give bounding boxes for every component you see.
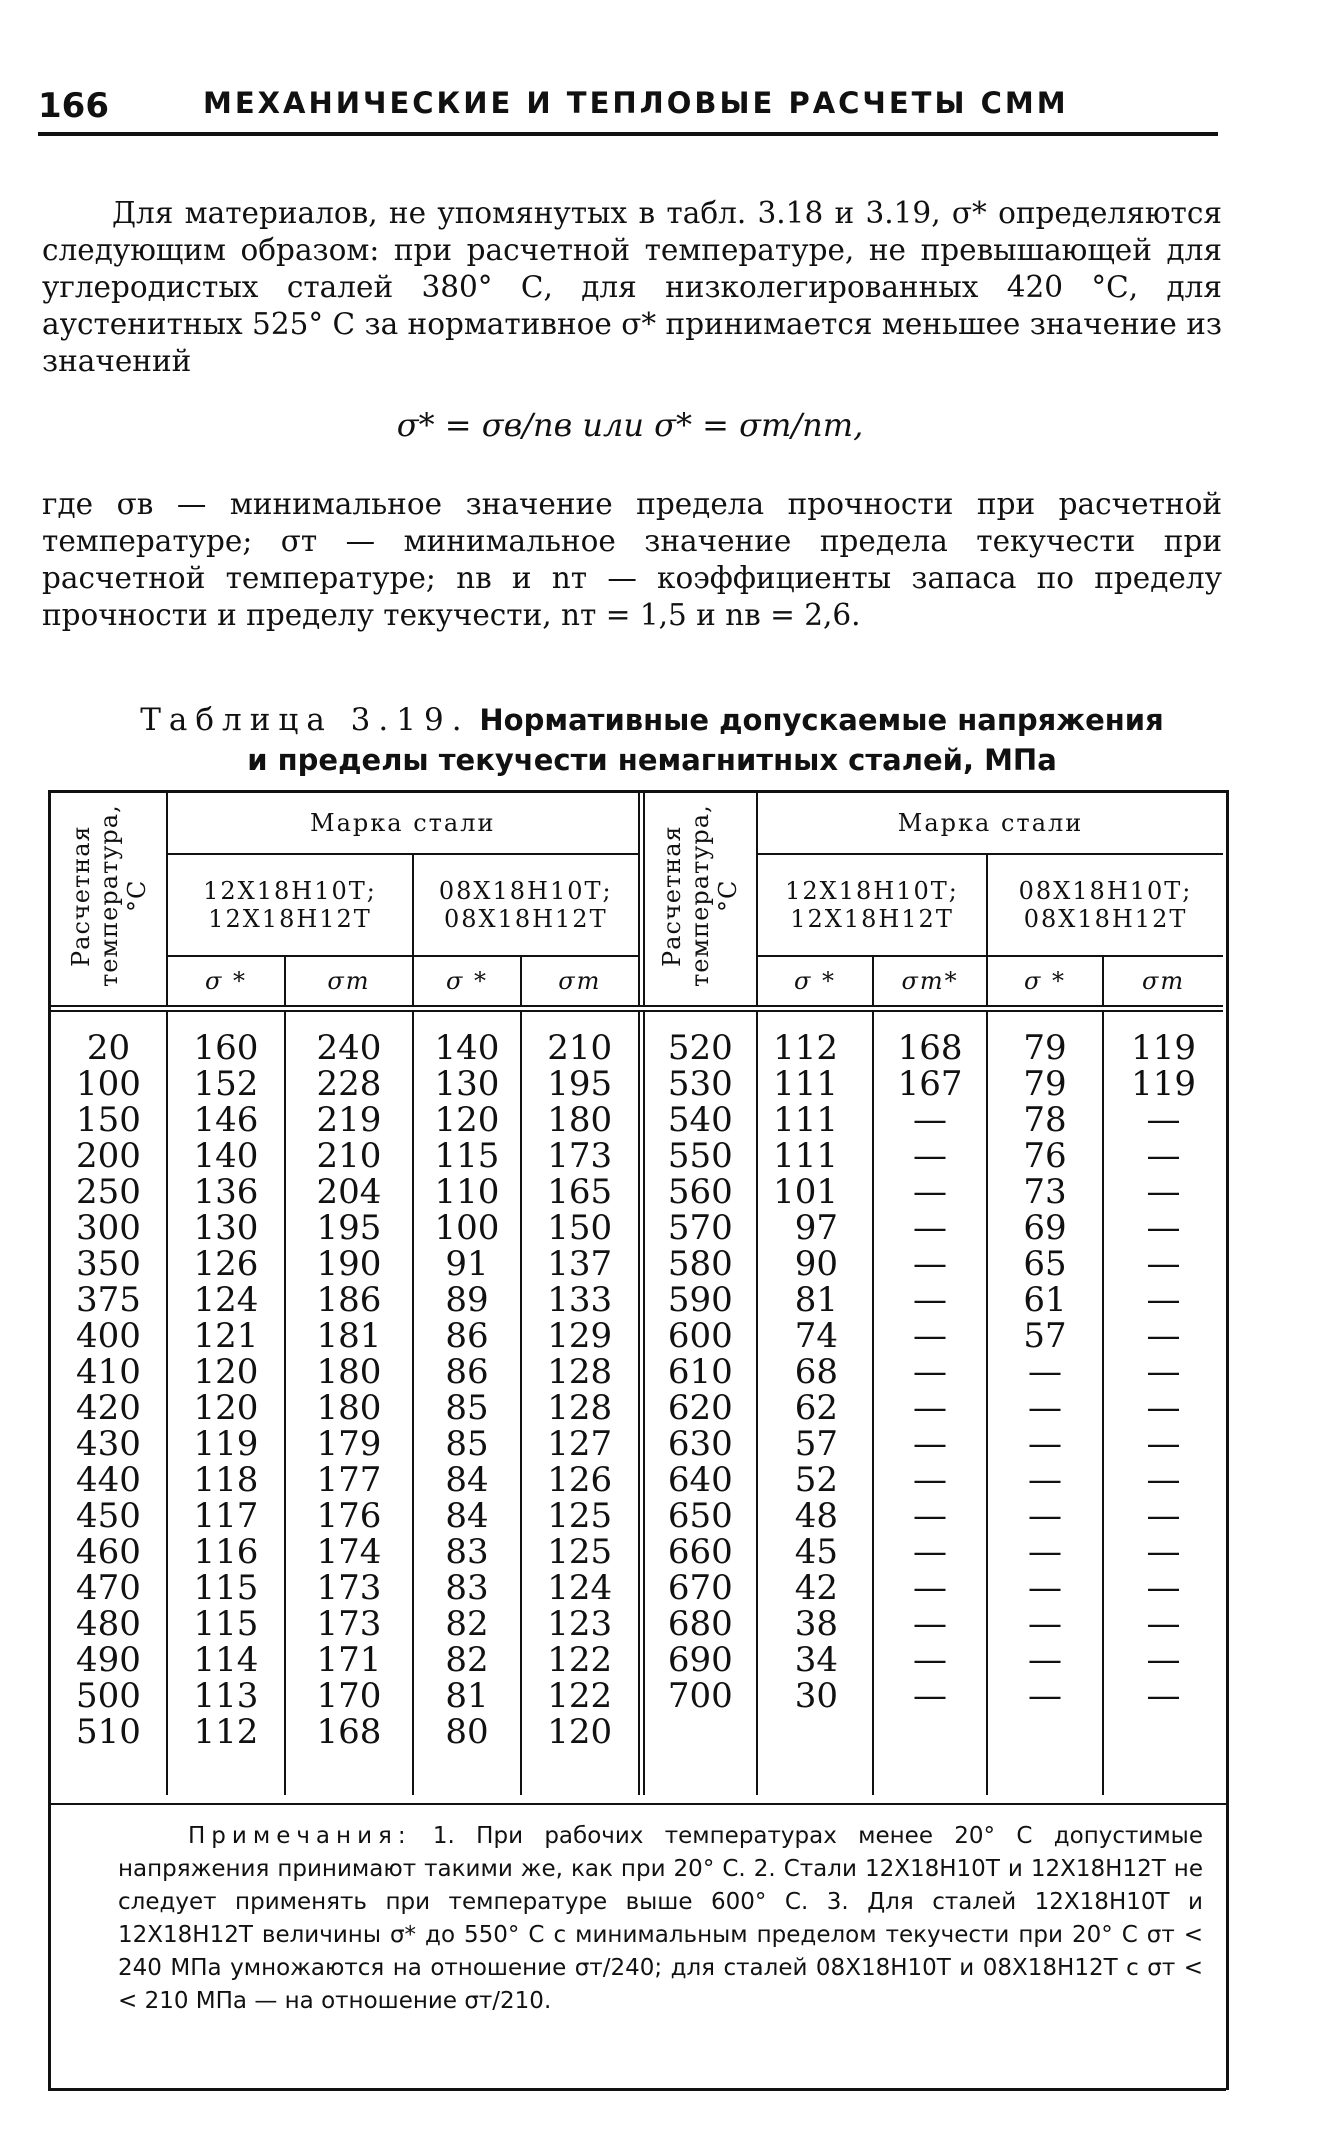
table-cell: 110 [434,1172,500,1212]
left-temperature-column [51,1009,167,1796]
running-title: МЕХАНИЧЕСКИЕ И ТЕПЛОВЫЕ РАСЧЕТЫ СММ [203,86,1069,120]
formula: σ* = σв/nв или σ* = σт/nт, [396,406,864,444]
table-cell: 570 [667,1208,733,1248]
table-cell: 170 [316,1676,382,1716]
table-cell: — [1028,1604,1063,1644]
grade-b-header-left: 08Х18Н10Т; 08Х18Н12Т [413,854,641,956]
table-cell: 530 [667,1064,733,1104]
table-cell: 690 [667,1640,733,1680]
table-cell: 670 [667,1568,733,1608]
table-cell: 57 [794,1424,839,1464]
table-cell: 89 [445,1280,489,1320]
table-cell: 400 [76,1316,141,1356]
table-cell: 640 [667,1460,733,1500]
table-cell: 48 [794,1496,839,1536]
table-cell: 127 [547,1424,613,1464]
table-cell: 590 [667,1280,733,1320]
table-cell: 117 [193,1496,259,1536]
table-cell: — [1028,1460,1063,1500]
table-cell: 74 [794,1316,839,1356]
grade-a-header-right: 12Х18Н10Т; 12Х18Н12Т [757,854,987,956]
table-cell: 76 [1023,1136,1067,1176]
table-cell: 20 [86,1028,131,1068]
table-cell: — [913,1208,948,1248]
table-cell: 69 [1023,1208,1067,1248]
table-cell: 630 [667,1424,733,1464]
table-cell: 116 [193,1532,259,1572]
definitions-paragraph: где σв — минимальное значение предела прочности при расчетной температуре; σт — минимальное значение предела текучести при расчетной температуре; nв и nт — коэффициенты запаса по пределу прочности и пределу текучести, nт = 1,5 и nв = 2,6. [42,487,1222,632]
table-cell: 167 [897,1064,963,1104]
table-cell: 210 [316,1136,382,1176]
table-cell: — [1146,1388,1181,1428]
table-cell: — [1146,1352,1181,1392]
table-cell: 177 [316,1460,382,1500]
table-cell: 128 [547,1388,613,1428]
table-cell: 82 [445,1604,489,1644]
table-cell: 179 [316,1424,382,1464]
table-cell: 120 [434,1100,500,1140]
table-cell: 680 [667,1604,733,1644]
table-cell: 560 [667,1172,733,1212]
table-cell: 136 [193,1172,259,1212]
table-cell: 150 [76,1100,141,1140]
table-cell: 180 [316,1352,382,1392]
left-grade-b-sigma-t-column [521,1009,641,1796]
table-cell: 176 [316,1496,382,1536]
table-cell: 430 [76,1424,141,1464]
table-cell: 168 [897,1028,963,1068]
table-cell: 186 [316,1280,382,1320]
table-cell: 73 [1023,1172,1067,1212]
table-cell: 121 [193,1316,259,1356]
table-cell: — [1028,1424,1063,1464]
table-cell: 520 [667,1028,733,1068]
table-cell: 195 [547,1064,613,1104]
table-cell: — [1146,1604,1181,1644]
table-cell: 42 [794,1568,839,1608]
table-cell: 38 [794,1604,839,1644]
table-cell: 700 [667,1676,733,1716]
table-cell: 181 [316,1316,382,1356]
table-cell: — [913,1244,948,1284]
table-cell: 81 [445,1676,489,1716]
table-cell: 100 [434,1208,500,1248]
table-cell: 204 [316,1172,382,1212]
table-cell: 97 [794,1208,839,1248]
table-cell: 240 [316,1028,382,1068]
table-cell: 450 [76,1496,141,1536]
table-caption-label: Таблица 3.19. [140,702,470,738]
table-cell: 152 [193,1064,259,1104]
table-cell: 111 [773,1136,839,1176]
table-cell: — [913,1280,948,1320]
table-cell: — [913,1496,948,1536]
table-cell: 300 [76,1208,141,1248]
table-cell: 250 [76,1172,141,1212]
table-cell: — [1146,1136,1181,1176]
table-cell: — [913,1604,948,1644]
notes-label: Примечания: [188,1823,412,1849]
table-cell: — [1146,1568,1181,1608]
table-cell: — [913,1172,948,1212]
temp-header-right: Расчетная температура, °С [641,793,757,1009]
table-cell: 83 [445,1532,489,1572]
table-cell: 78 [1023,1100,1067,1140]
table-cell: 120 [547,1712,613,1752]
table-cell: 130 [193,1208,259,1248]
table-cell: 91 [445,1244,489,1284]
table-cell: 68 [794,1352,839,1392]
table-cell: 79 [1023,1028,1067,1068]
table-cell: — [913,1424,948,1464]
table-cell: — [913,1136,948,1176]
table-cell: 210 [547,1028,613,1068]
grade-b-header-right: 08Х18Н10Т; 08Х18Н12Т [987,854,1223,956]
table-cell: — [1028,1640,1063,1680]
table-cell: 150 [547,1208,613,1248]
table-cell: 79 [1023,1064,1067,1104]
right-grade-b-sigma-star-column [987,1009,1103,1796]
table-cell: 200 [76,1136,141,1176]
table-cell: 101 [773,1172,839,1212]
table-cell: 57 [1023,1316,1067,1356]
table-cell: 34 [794,1640,839,1680]
table-cell: 115 [193,1568,259,1608]
table-cell: 470 [76,1568,141,1608]
table-cell: 580 [667,1244,733,1284]
table-cell: 195 [316,1208,382,1248]
table-cell: 173 [547,1136,613,1176]
table-cell: 118 [193,1460,259,1500]
table-cell: 460 [76,1532,141,1572]
table-cell: 111 [773,1064,839,1104]
table-cell: — [913,1100,948,1140]
table-cell: — [913,1352,948,1392]
table-cell: 180 [547,1100,613,1140]
table-cell: 140 [434,1028,500,1068]
table-cell: 100 [76,1064,141,1104]
table-cell: — [1146,1460,1181,1500]
table-cell: — [1146,1424,1181,1464]
table-cell: 510 [76,1712,141,1752]
table-cell: 119 [193,1424,259,1464]
table-cell: 130 [434,1064,500,1104]
steel-grade-header-left: Марка стали [167,793,641,854]
table-cell: 85 [445,1424,489,1464]
notes-text: 1. При рабочих температурах менее 20° С допустимые напряжения принимают такими же, как при 20° С. 2. Стали 12Х18Н10Т и 12Х18Н12Т не следует применять при температуре выше 600° С. 3. Для сталей 12Х18Н10Т и 12Х18Н12Т величины σ* до 550° С с минимальным пределом текучести при 20° С σт < 240 МПа умножаются на отношение σт/240; для сталей 08Х18Н10Т и 08Х18Н12Т с σт < < 210 МПа — на отношение σт/210. [118,1823,1203,2014]
table-cell: 119 [1131,1028,1196,1068]
table-cell: — [1028,1568,1063,1608]
table-cell: 113 [193,1676,259,1716]
table-cell: 610 [667,1352,733,1392]
table-cell: 111 [773,1100,839,1140]
table-cell: — [1146,1532,1181,1572]
table-cell: 124 [547,1568,613,1608]
table-cell: 114 [193,1640,259,1680]
table-cell: 129 [547,1316,613,1356]
table-cell: 119 [1131,1064,1196,1104]
table-caption-title-2: и пределы текучести немагнитных сталей, МПа [247,743,1057,777]
table-cell: 490 [76,1640,141,1680]
table-cell: 115 [434,1136,500,1176]
table-cell: 125 [547,1496,613,1536]
table-cell: 84 [445,1460,489,1500]
sigma-t-header: σт [285,956,413,1009]
table-cell: 650 [667,1496,733,1536]
table-cell: 600 [667,1316,733,1356]
table-cell: — [913,1568,948,1608]
table-cell: 140 [193,1136,259,1176]
table-cell: 128 [547,1352,613,1392]
table-cell: — [1146,1676,1181,1716]
table-cell: 540 [667,1100,733,1140]
table-cell: 125 [547,1532,613,1572]
sigma-star-header: σ * [757,956,873,1009]
steel-grade-header-right: Марка стали [757,793,1223,854]
table-cell: 112 [193,1712,259,1752]
table-cell: — [913,1460,948,1500]
table-cell: — [1146,1496,1181,1536]
table-caption [42,700,1262,780]
table-cell: 190 [316,1244,382,1284]
table-cell: — [1028,1532,1063,1572]
table-cell: 146 [193,1100,259,1140]
page-number: 166 [38,86,109,126]
table-cell: 219 [316,1100,382,1140]
table-cell: 84 [445,1496,489,1536]
table-cell: 82 [445,1640,489,1680]
sigma-star-header: σ * [413,956,521,1009]
temp-header-left: Расчетная температура, °С [51,793,167,1009]
table-cell: 180 [316,1388,382,1428]
table-cell: 137 [547,1244,613,1284]
table-cell: 122 [547,1640,613,1680]
table-cell: — [1028,1352,1063,1392]
table-cell: — [913,1532,948,1572]
table-cell: 171 [316,1640,382,1680]
table-cell: 173 [316,1604,382,1644]
table-cell: 85 [445,1388,489,1428]
table-cell: 440 [76,1460,141,1500]
right-temperature-column [641,1009,757,1796]
table-cell: 52 [794,1460,839,1500]
table-cell: 115 [193,1604,259,1644]
table-cell: 126 [547,1460,613,1500]
table-cell: 124 [193,1280,259,1320]
table-cell: — [1028,1496,1063,1536]
table-cell: — [913,1676,948,1716]
table-cell: 228 [316,1064,382,1104]
table-cell: 550 [667,1136,733,1176]
table-cell: 112 [773,1028,839,1068]
table-cell: 160 [193,1028,259,1068]
table-cell: — [1146,1172,1181,1212]
table-cell: — [1146,1316,1181,1356]
table-cell: 86 [445,1316,489,1356]
page-header [38,80,1218,136]
table-cell: 500 [76,1676,141,1716]
table-cell: 81 [794,1280,839,1320]
table-cell: 62 [794,1388,839,1428]
table-cell: 375 [76,1280,141,1320]
table-cell: 80 [445,1712,489,1752]
sigma-t-header: σт [1103,956,1223,1009]
table-notes [118,1820,1203,2018]
table-cell: — [1028,1388,1063,1428]
table-cell: 83 [445,1568,489,1608]
table-cell: — [1146,1208,1181,1248]
left-grade-a-sigma-star-column [167,1009,285,1796]
table-cell: — [913,1640,948,1680]
table-cell: — [1146,1100,1181,1140]
table-cell: 480 [76,1604,141,1644]
table-cell: 90 [794,1244,839,1284]
table-cell: 120 [193,1388,259,1428]
table-cell: 410 [76,1352,141,1392]
table-bottom-rule [48,2088,1226,2091]
table-cell: 123 [547,1604,613,1644]
table-cell: 420 [76,1388,141,1428]
table-cell: — [1028,1676,1063,1716]
sigma-star-header: σ * [987,956,1103,1009]
left-grade-a-sigma-t-column [285,1009,413,1796]
table-cell: — [913,1388,948,1428]
table-cell: 86 [445,1352,489,1392]
table-cell: 120 [193,1352,259,1392]
table-cell: 126 [193,1244,259,1284]
table-cell: 122 [547,1676,613,1716]
sigma-star-header: σ * [167,956,285,1009]
sigma-t-star-header: σт* [873,956,987,1009]
stress-table [51,793,1223,1795]
table-cell: 61 [1023,1280,1067,1320]
sigma-t-header: σт [521,956,641,1009]
table-cell: — [913,1316,948,1356]
table-cell: 660 [667,1532,733,1572]
table-cell: 30 [794,1676,839,1716]
table-cell: — [1146,1244,1181,1284]
left-grade-b-sigma-star-column [413,1009,521,1796]
right-grade-a-sigma-t-column [873,1009,987,1796]
right-grade-b-sigma-t-column [1103,1009,1223,1796]
intro-paragraph: Для материалов, не упомянутых в табл. 3.18 и 3.19, σ* определяются следующим образом: при расчетной температуре, не превышающей для углеродистых сталей 380° С, для низколегированных 420 °С, для аустенитных 525° С за нормативное σ* принимается меньшее значение из значений [42,196,1222,378]
table-cell: 65 [1023,1244,1067,1284]
table-cell: 133 [547,1280,613,1320]
table-cell: 168 [316,1712,382,1752]
table-cell: 173 [316,1568,382,1608]
right-grade-a-sigma-star-column [757,1009,873,1796]
table-caption-title-1: Нормативные допускаемые напряжения [479,703,1164,737]
notes-rule [48,1803,1226,1805]
table-cell: — [1146,1280,1181,1320]
table-cell: 350 [76,1244,141,1284]
grade-a-header-left: 12Х18Н10Т; 12Х18Н12Т [167,854,413,956]
table-cell: 165 [547,1172,613,1212]
table-cell: 174 [316,1532,382,1572]
table-cell: 620 [667,1388,733,1428]
table-cell: 45 [794,1532,839,1572]
table-cell: — [1146,1640,1181,1680]
